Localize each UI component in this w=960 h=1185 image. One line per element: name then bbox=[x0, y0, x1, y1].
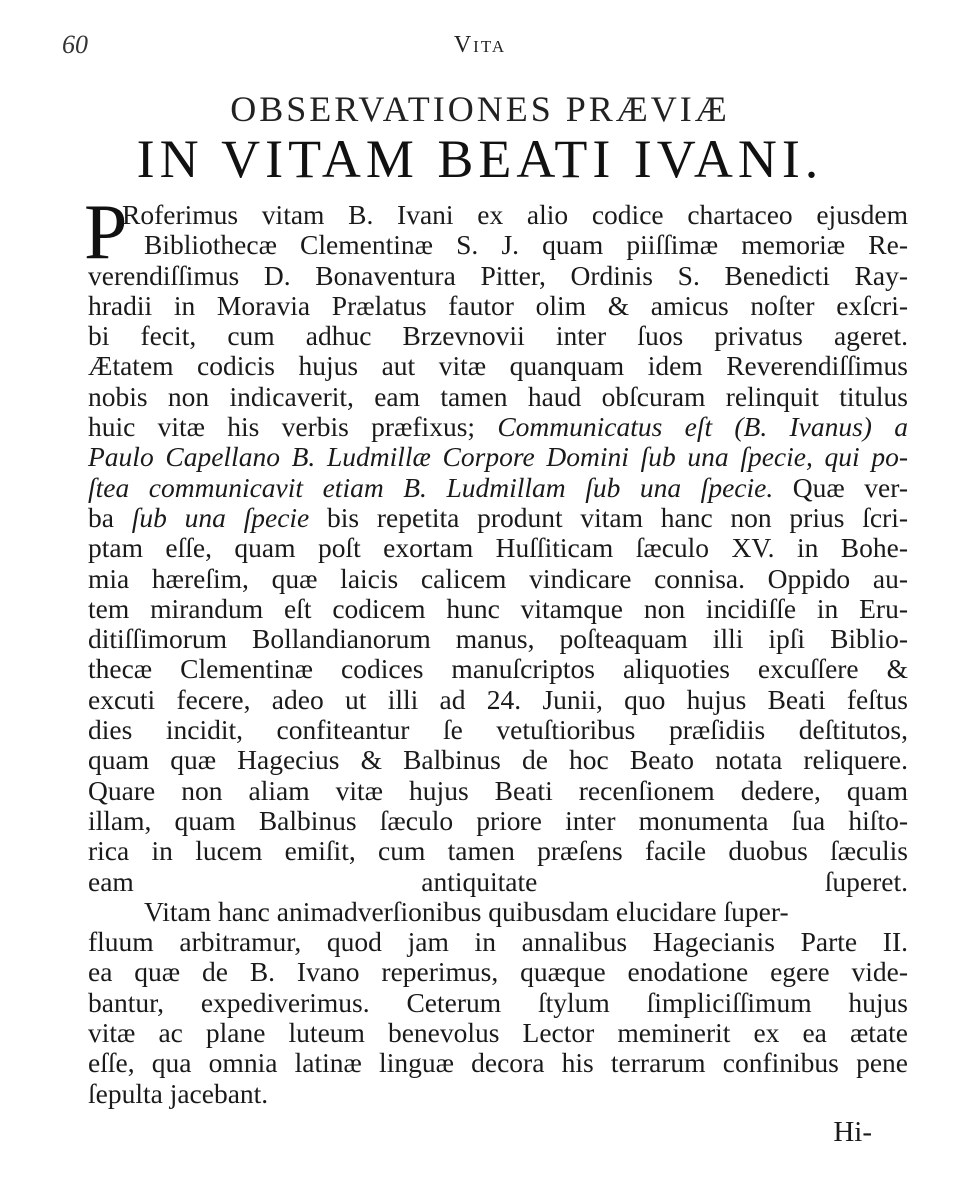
text-line: ſepulta jacebant. bbox=[88, 1077, 269, 1109]
catchword: Hi- bbox=[833, 1116, 872, 1148]
text-line: Ætatem codicis hujus aut vitæ quanquam idem Reverendiſſimus bbox=[88, 350, 908, 382]
text-line: eam antiquitate ſuperet. bbox=[88, 865, 908, 897]
text-span: bis repetita produnt vitam hanc non prius ſcri- bbox=[309, 501, 908, 533]
text-line bbox=[88, 473, 908, 503]
text-span: Quæ ver- bbox=[773, 471, 908, 503]
title-line-2: IN VITAM BEATI IVANI. bbox=[136, 129, 824, 189]
text-line: Roferimus vitam B. Ivani ex alio codice chartaceo ejusdem bbox=[122, 199, 908, 230]
text-line: excuti fecere, adeo ut illi ad 24. Junii, quo hujus Beati feſtus bbox=[88, 683, 908, 715]
page-number: 60 bbox=[62, 30, 88, 59]
text-line: ea quæ de B. Ivano reperimus, quæque enodatione egere vide- bbox=[88, 956, 908, 988]
italic-quote: ſtea communicavit etiam B. Ludmillam ſub una ſpecie. bbox=[88, 471, 774, 503]
title-line-1: OBSERVATIONES PRÆVIÆ bbox=[230, 89, 730, 129]
text-line: mia hæreſim, quæ laicis calicem vindicare connisa. Oppido au- bbox=[88, 562, 908, 594]
text-line: quam quæ Hagecius & Balbinus de hoc Beato notata reliquere. bbox=[88, 744, 908, 776]
italic-quote: Paulo Capellano B. Ludmillæ Corpore Domini ſub una ſpecie, qui po- bbox=[88, 441, 908, 473]
body-text bbox=[84, 188, 908, 1109]
text-line: rica in lucem emiſit, cum tamen præſens facile duobus ſæculis bbox=[88, 835, 908, 867]
text-line bbox=[88, 412, 908, 442]
text-line bbox=[88, 503, 908, 533]
text-line: nobis non indicaverit, eam tamen haud obſcuram relinquit titulus bbox=[88, 380, 908, 412]
text-line: tem mirandum eſt codicem hunc vitamque non incidiſſe in Eru- bbox=[88, 592, 908, 624]
text-line: illam, quam Balbinus ſæculo priore inter monumenta ſua hiſto- bbox=[88, 804, 908, 836]
text-line: fluum arbitramur, quod jam in annalibus Hagecianis Parte II. bbox=[88, 926, 908, 958]
text-line: Quare non aliam vitæ hujus Beati recenſionem dedere, quam bbox=[88, 774, 908, 806]
text-line: ditiſſimorum Bollandianorum manus, poſteaquam illi ipſi Biblio- bbox=[88, 623, 908, 655]
text-line: Vitam hanc animadverſionibus quibusdam elucidare ſuper- bbox=[144, 895, 789, 927]
text-line: hradii in Moravia Prælatus fautor olim & amicus noſter exſcri- bbox=[88, 289, 908, 321]
running-head: Vita bbox=[453, 32, 507, 58]
text-line: ptam eſſe, quam poſt exortam Huſſiticam ſæculo XV. in Bohe- bbox=[88, 532, 908, 564]
italic-quote: ſub una ſpecie bbox=[131, 501, 310, 533]
drop-cap: P bbox=[84, 188, 128, 275]
text-line: Bibliothecæ Clementinæ S. J. quam piiſſimæ memoriæ Re- bbox=[144, 229, 908, 261]
text-span: ba bbox=[88, 501, 132, 533]
italic-quote: Communicatus eſt (B. Ivanus) a bbox=[497, 411, 908, 443]
text-line: dies incidit, confiteantur ſe vetuſtioribus præſidiis deſtitutos, bbox=[88, 714, 908, 746]
text-line: vitæ ac plane luteum benevolus Lector meminerit ex ea ætate bbox=[88, 1017, 908, 1049]
text-line: verendiſſimus D. Bonaventura Pitter, Ordinis S. Benedicti Ray- bbox=[88, 259, 908, 291]
text-line: bi fecit, cum adhuc Brzevnovii inter ſuos privatus ageret. bbox=[88, 320, 908, 352]
text-line: bantur, expediverimus. Ceterum ſtylum ſimpliciſſimum hujus bbox=[88, 986, 908, 1018]
text-line: thecæ Clementinæ codices manuſcriptos aliquoties excuſſere & bbox=[88, 653, 908, 685]
text-line: eſſe, qua omnia latinæ linguæ decora his terrarum confinibus pene bbox=[88, 1047, 908, 1079]
text-span: huic vitæ his verbis præfixus; bbox=[88, 411, 498, 443]
